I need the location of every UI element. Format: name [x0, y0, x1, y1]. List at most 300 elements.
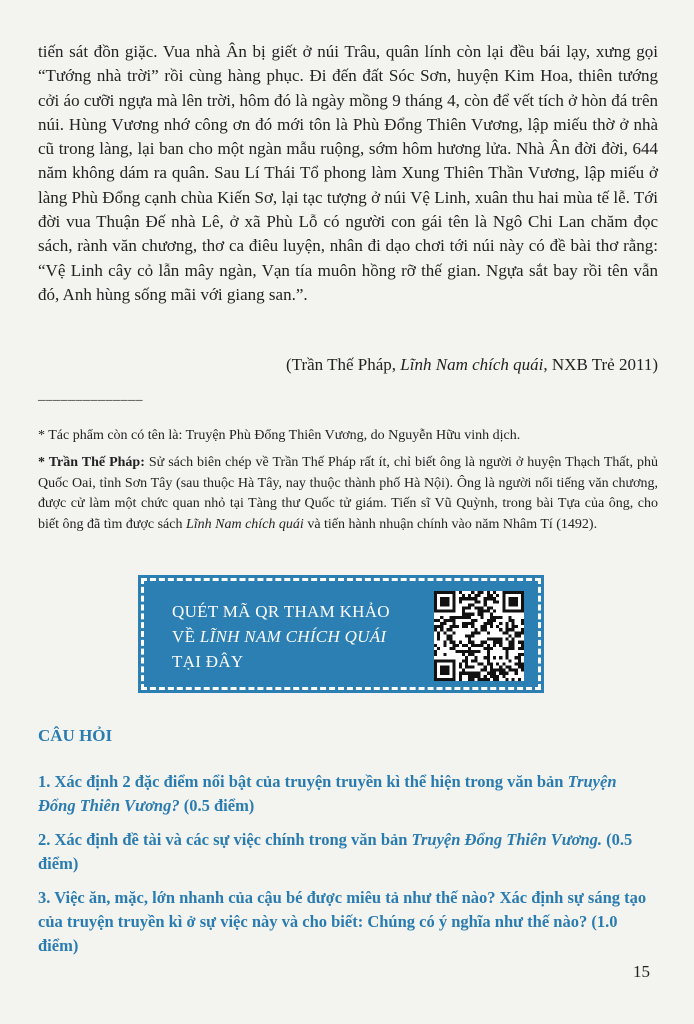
qr-module [515, 656, 518, 659]
qr-module [518, 647, 521, 650]
qr-module [468, 653, 471, 656]
qr-module [484, 678, 487, 681]
qr-module [477, 644, 480, 647]
qr-module [502, 594, 505, 597]
qr-module [477, 607, 480, 610]
qr-module [459, 650, 462, 653]
qr-module [440, 610, 443, 613]
qr-module [443, 600, 446, 603]
qr-module [459, 597, 462, 600]
source-citation [38, 355, 658, 375]
qr-module [468, 665, 471, 668]
qr-module [446, 659, 449, 662]
qr-module [450, 678, 453, 681]
qr-module [474, 607, 477, 610]
qr-module [477, 591, 480, 594]
qr-module [434, 610, 437, 613]
qr-module [508, 669, 511, 672]
qr-module [453, 625, 456, 628]
qr-module [471, 631, 474, 634]
qr-module [515, 672, 518, 675]
qr-module [443, 603, 446, 606]
qr-module [493, 597, 496, 600]
qr-module [453, 594, 456, 597]
qr-module [434, 675, 437, 678]
qr-module [453, 622, 456, 625]
qr-module [474, 672, 477, 675]
qr-module [450, 591, 453, 594]
qr-module [446, 610, 449, 613]
qr-module [521, 591, 524, 594]
qr-module [477, 631, 480, 634]
qr-module [471, 653, 474, 656]
qr-module [468, 638, 471, 641]
qr-module [487, 653, 490, 656]
qr-module [462, 597, 465, 600]
qr-reference-box [141, 578, 541, 690]
qr-module [440, 665, 443, 668]
footnote-author [38, 453, 658, 535]
qr-module [462, 607, 465, 610]
qr-module [505, 625, 508, 628]
qr-code-icon[interactable] [434, 591, 524, 681]
qr-module [505, 628, 508, 631]
qr-module [508, 647, 511, 650]
qr-module [505, 610, 508, 613]
qr-module [487, 607, 490, 610]
qr-module [502, 597, 505, 600]
qr-module [521, 641, 524, 644]
body-paragraph: tiến sát đồn giặc. Vua nhà Ân bị giết ở núi Trâu, quân lính còn lại đều bái lạy, xưng gọi “Tướng nhà trời” rồi cùng hàng phục. Đi đến đất Sóc Sơn, huyện Kim Hoa, thiên tướng cởi áo cưỡi ngựa mà lên trời, hôm đó là ngày mồng 9 tháng 4, còn để vết tích ở hòn đá trên núi. Hùng Vương nhớ công ơn đó mới tôn là Phù Đổng Thiên Vương, lập miếu thờ ở nhà cũ trong làng, lại ban cho một ngàn mẫu ruộng, sớm hôm hương lửa. Nhà Ân đời đời, 644 năm không dám ra quân. Sau Lí Thái Tổ phong làm Xung Thiên Thần Vương, lập miếu ở làng Phù Đổng cạnh chùa Kiến Sơ, lại tạc tượng ở núi Vệ Linh, xuân thu hai mùa tế lễ. Tới đời vua Thuận Đế nhà Lê, ở xã Phù Lỗ có người con gái tên là Ngô Chi Lan chăm đọc sách, rành văn chương, thơ ca điêu luyện, nhân đi dạo chơi tới núi này có đề bài thơ rằng: “Vệ Linh cây cỏ lẫn mây ngàn, Vạn tía muôn hồng rỡ thế gian. Ngựa sắt bay rồi tên vẫn đó, Anh hùng sống mãi với giang san.”. [38, 42, 658, 304]
qr-module [496, 641, 499, 644]
qr-module [499, 616, 502, 619]
qr-module [490, 625, 493, 628]
qr-module [453, 600, 456, 603]
qr-module [465, 659, 468, 662]
qr-module [487, 644, 490, 647]
qr-module [474, 656, 477, 659]
qr-module [471, 591, 474, 594]
qr-module [490, 616, 493, 619]
qr-module [465, 644, 468, 647]
qr-module [477, 662, 480, 665]
qr-module [484, 603, 487, 606]
qr-module [521, 644, 524, 647]
qr-module [508, 659, 511, 662]
qr-module [484, 675, 487, 678]
qr-module [521, 607, 524, 610]
qr-module [484, 656, 487, 659]
qr-module [474, 594, 477, 597]
qr-module [456, 644, 459, 647]
qr-module [508, 644, 511, 647]
qr-module [434, 644, 437, 647]
qr-module [490, 647, 493, 650]
qr-module [440, 603, 443, 606]
qr-module [459, 665, 462, 668]
qr-module [437, 638, 440, 641]
qr-module [481, 607, 484, 610]
qr-module [512, 625, 515, 628]
qr-module [487, 622, 490, 625]
qr-module [446, 628, 449, 631]
qr-module [474, 644, 477, 647]
qr-module [508, 616, 511, 619]
qr-module [502, 610, 505, 613]
qr-module [468, 594, 471, 597]
qr-module [502, 662, 505, 665]
qr-module [481, 613, 484, 616]
qr-caption-line2-prefix: VỀ [172, 627, 200, 646]
footnote-author-text-a: Sử sách biên chép về Trần Thế Pháp rất ít, chỉ biết ông là người ở huyện Thạch Thất, phủ Quốc Oai, tỉnh Sơn Tây (sau thuộc Hà Tây, nay thuộc thành phố Hà Nội). Ông là người nổi tiếng văn chương, được cử làm một chức quan nhỏ tại Tàng thư Quốc tử giám. Tiến sĩ Vũ Quỳnh, trong bài Tựa của ông, cho biết ông đã tìm được sách [38, 455, 659, 532]
qr-module [453, 672, 456, 675]
qr-module [521, 628, 524, 631]
qr-module [508, 641, 511, 644]
qr-module [490, 607, 493, 610]
qr-module [484, 641, 487, 644]
qr-module [459, 641, 462, 644]
qr-module [487, 650, 490, 653]
qr-module [505, 678, 508, 681]
qr-module [471, 644, 474, 647]
qr-module [493, 675, 496, 678]
qr-module [515, 591, 518, 594]
qr-module [465, 634, 468, 637]
qr-module [487, 638, 490, 641]
qr-module [518, 656, 521, 659]
qr-module [453, 631, 456, 634]
qr-module [456, 616, 459, 619]
qr-module [450, 638, 453, 641]
qr-module [490, 597, 493, 600]
qr-module [515, 631, 518, 634]
qr-module [434, 662, 437, 665]
qr-module [446, 678, 449, 681]
qr-module [453, 597, 456, 600]
qr-module [465, 662, 468, 665]
qr-module [453, 610, 456, 613]
qr-module [515, 662, 518, 665]
qr-module [468, 678, 471, 681]
qr-module [471, 650, 474, 653]
qr-module [521, 610, 524, 613]
qr-module [453, 659, 456, 662]
qr-module [443, 597, 446, 600]
qr-module [499, 644, 502, 647]
qr-module [521, 600, 524, 603]
qr-module [443, 591, 446, 594]
qr-module [496, 678, 499, 681]
qr-module [437, 634, 440, 637]
qr-module [471, 672, 474, 675]
qr-module [487, 659, 490, 662]
qr-module [487, 662, 490, 665]
qr-module [477, 672, 480, 675]
qr-module [459, 678, 462, 681]
qr-module [493, 672, 496, 675]
qr-module [518, 610, 521, 613]
qr-module [446, 591, 449, 594]
footnote-author-text-b: và tiến hành nhuận chính vào năm Nhâm Tí (1492). [303, 516, 598, 532]
question-1-text-a: 1. Xác định 2 đặc điểm nổi bật của truyện truyền kì thể hiện trong văn bản [38, 772, 568, 791]
qr-module [465, 607, 468, 610]
qr-module [521, 665, 524, 668]
qr-module [468, 597, 471, 600]
qr-module [468, 607, 471, 610]
qr-module [450, 641, 453, 644]
qr-module [437, 619, 440, 622]
qr-module [518, 665, 521, 668]
qr-module [484, 669, 487, 672]
qr-module [446, 634, 449, 637]
qr-module [465, 616, 468, 619]
qr-module [474, 650, 477, 653]
qr-module [468, 603, 471, 606]
qr-module [505, 622, 508, 625]
page-number: 15 [633, 962, 650, 981]
qr-module [453, 665, 456, 668]
qr-module [477, 650, 480, 653]
qr-module [496, 669, 499, 672]
qr-module [487, 672, 490, 675]
qr-module [465, 625, 468, 628]
qr-module [459, 600, 462, 603]
qr-module [499, 622, 502, 625]
qr-module [512, 678, 515, 681]
qr-module [471, 625, 474, 628]
qr-module [496, 594, 499, 597]
footnote-separator: ______________ [38, 388, 143, 403]
qr-module [481, 625, 484, 628]
qr-module [471, 622, 474, 625]
qr-module [471, 597, 474, 600]
qr-module [484, 625, 487, 628]
qr-module [505, 638, 508, 641]
qr-module [502, 675, 505, 678]
qr-module [493, 610, 496, 613]
qr-module [468, 650, 471, 653]
qr-module [474, 628, 477, 631]
qr-module [453, 616, 456, 619]
qr-module [471, 665, 474, 668]
qr-module [446, 672, 449, 675]
question-1 [38, 770, 658, 818]
qr-module [437, 647, 440, 650]
qr-module [465, 672, 468, 675]
qr-module [496, 675, 499, 678]
qr-module [471, 603, 474, 606]
qr-module [462, 625, 465, 628]
question-2-points: (0.5 điểm) [38, 830, 633, 873]
qr-module [515, 610, 518, 613]
qr-module [434, 603, 437, 606]
qr-module [459, 675, 462, 678]
qr-module [437, 610, 440, 613]
qr-module [443, 665, 446, 668]
qr-module [481, 610, 484, 613]
qr-module [477, 613, 480, 616]
qr-module [487, 656, 490, 659]
qr-module [484, 597, 487, 600]
qr-module [462, 616, 465, 619]
qr-module [521, 594, 524, 597]
qr-module [450, 610, 453, 613]
qr-module [434, 659, 437, 662]
qr-module [505, 647, 508, 650]
qr-module [453, 675, 456, 678]
qr-module [518, 662, 521, 665]
qr-module [502, 603, 505, 606]
qr-module [521, 619, 524, 622]
qr-module [462, 613, 465, 616]
qr-module [453, 607, 456, 610]
qr-module [474, 597, 477, 600]
qr-module [471, 619, 474, 622]
qr-module [474, 675, 477, 678]
qr-module [512, 669, 515, 672]
qr-module [481, 641, 484, 644]
qr-module [453, 644, 456, 647]
qr-module [515, 603, 518, 606]
qr-module [450, 628, 453, 631]
qr-module [490, 675, 493, 678]
qr-module [450, 616, 453, 619]
qr-module [468, 622, 471, 625]
qr-module [443, 622, 446, 625]
qr-module [440, 597, 443, 600]
qr-module [502, 647, 505, 650]
qr-module [462, 644, 465, 647]
qr-module [450, 634, 453, 637]
qr-module [453, 619, 456, 622]
qr-module [450, 647, 453, 650]
qr-module [434, 650, 437, 653]
qr-module [493, 616, 496, 619]
questions-heading: CÂU HỎI [38, 726, 113, 745]
qr-module [468, 672, 471, 675]
qr-module [502, 607, 505, 610]
qr-module [434, 591, 437, 594]
qr-module [459, 616, 462, 619]
qr-module [434, 669, 437, 672]
qr-module [471, 678, 474, 681]
qr-module [434, 594, 437, 597]
qr-module [471, 613, 474, 616]
qr-module [505, 656, 508, 659]
qr-module [487, 594, 490, 597]
qr-module [459, 591, 462, 594]
qr-module [477, 610, 480, 613]
qr-module [443, 669, 446, 672]
question-2-title: Truyện Đổng Thiên Vương. [411, 830, 603, 849]
qr-module [521, 622, 524, 625]
qr-module [440, 659, 443, 662]
qr-module [456, 625, 459, 628]
qr-module [443, 678, 446, 681]
qr-module [487, 619, 490, 622]
qr-module [465, 597, 468, 600]
qr-module [481, 591, 484, 594]
qr-module [471, 634, 474, 637]
qr-module [518, 631, 521, 634]
qr-module [437, 591, 440, 594]
qr-module [462, 672, 465, 675]
qr-module [518, 634, 521, 637]
qr-module [499, 672, 502, 675]
qr-module [481, 662, 484, 665]
qr-module [484, 628, 487, 631]
qr-module [477, 678, 480, 681]
qr-module [440, 678, 443, 681]
qr-module [481, 678, 484, 681]
qr-module [490, 638, 493, 641]
qr-module [508, 591, 511, 594]
qr-module [499, 641, 502, 644]
qr-module [493, 656, 496, 659]
qr-module [505, 650, 508, 653]
qr-module [481, 628, 484, 631]
qr-module [490, 672, 493, 675]
qr-module [512, 647, 515, 650]
qr-module [446, 603, 449, 606]
qr-module [487, 678, 490, 681]
qr-module [518, 659, 521, 662]
qr-module [462, 669, 465, 672]
qr-module [474, 600, 477, 603]
qr-module [521, 653, 524, 656]
qr-module [484, 665, 487, 668]
qr-module [443, 644, 446, 647]
qr-module [521, 597, 524, 600]
qr-module [515, 600, 518, 603]
qr-module [487, 591, 490, 594]
qr-module [508, 628, 511, 631]
source-suffix: , NXB Trẻ 2011) [543, 355, 658, 374]
qr-module [484, 622, 487, 625]
qr-module [434, 665, 437, 668]
qr-module [462, 659, 465, 662]
qr-module [496, 662, 499, 665]
qr-module [434, 597, 437, 600]
qr-module [505, 631, 508, 634]
source-book-title: Lĩnh Nam chích quái [400, 355, 544, 374]
qr-module [471, 641, 474, 644]
qr-module [446, 597, 449, 600]
qr-module [465, 650, 468, 653]
qr-module [512, 603, 515, 606]
qr-module [453, 662, 456, 665]
qr-module [518, 641, 521, 644]
qr-module [462, 610, 465, 613]
qr-caption-line1: QUÉT MÃ QR THAM KHẢO [172, 602, 390, 621]
qr-module [499, 665, 502, 668]
qr-module [446, 638, 449, 641]
qr-module [493, 619, 496, 622]
qr-module [512, 600, 515, 603]
qr-module [496, 600, 499, 603]
qr-module [490, 665, 493, 668]
qr-module [453, 603, 456, 606]
question-2-text-a: 2. Xác định đề tài và các sự việc chính trong văn bản [38, 830, 412, 849]
qr-module [505, 672, 508, 675]
qr-module [518, 678, 521, 681]
qr-module [474, 631, 477, 634]
qr-module [521, 603, 524, 606]
footnote-alternate-title: * Tác phẩm còn có tên là: Truyện Phù Đổng Thiên Vương, do Nguyễn Hữu vinh dịch. [38, 428, 521, 443]
question-1-title: Truyện Đổng Thiên Vương? [38, 772, 617, 815]
qr-module [459, 672, 462, 675]
qr-module [521, 647, 524, 650]
